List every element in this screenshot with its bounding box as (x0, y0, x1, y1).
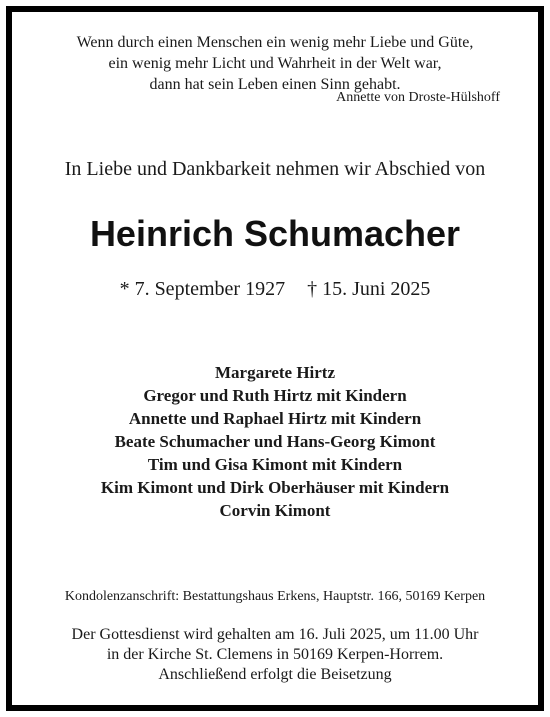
poem-quote (0, 32, 550, 95)
mourner-entry: Annette und Raphael Hirtz mit Kindern (128, 409, 422, 428)
mourner-entry: Corvin Kimont (219, 501, 331, 520)
mourner-entry: Gregor und Ruth Hirtz mit Kindern (143, 386, 407, 405)
farewell-intro: In Liebe und Dankbarkeit nehmen wir Abschied von (64, 158, 486, 180)
mourner-entry: Tim und Gisa Kimont mit Kindern (147, 455, 403, 474)
poem-line: ein wenig mehr Licht und Wahrheit in der Welt war, (108, 55, 442, 72)
service-line: in der Kirche St. Clemens in 50169 Kerpen-Horrem. (106, 646, 444, 663)
deceased-name: Heinrich Schumacher (89, 213, 461, 254)
birth-date: * 7. September 1927 (119, 278, 286, 300)
service-line: Der Gottesdienst wird gehalten am 16. Juli 2025, um 11.00 Uhr (71, 626, 479, 643)
mourners-list (0, 361, 550, 522)
service-info (0, 625, 550, 685)
mourner-entry: Beate Schumacher und Hans-Georg Kimont (114, 432, 436, 451)
condolence-address: Kondolenzanschrift: Bestattungshaus Erkens, Hauptstr. 166, 50169 Kerpen (64, 589, 486, 604)
poem-author: Annette von Droste-Hülshoff (336, 90, 500, 105)
poem-line: dann hat sein Leben einen Sinn gehabt. (149, 76, 401, 93)
death-date: † 15. Juni 2025 (307, 278, 431, 300)
service-line: Anschließend erfolgt die Beisetzung (158, 666, 392, 683)
poem-line: Wenn durch einen Menschen ein wenig mehr Liebe und Güte, (76, 34, 474, 51)
life-dates (0, 276, 550, 302)
mourner-entry: Kim Kimont und Dirk Oberhäuser mit Kindern (100, 478, 450, 497)
mourner-entry: Margarete Hirtz (214, 363, 336, 382)
